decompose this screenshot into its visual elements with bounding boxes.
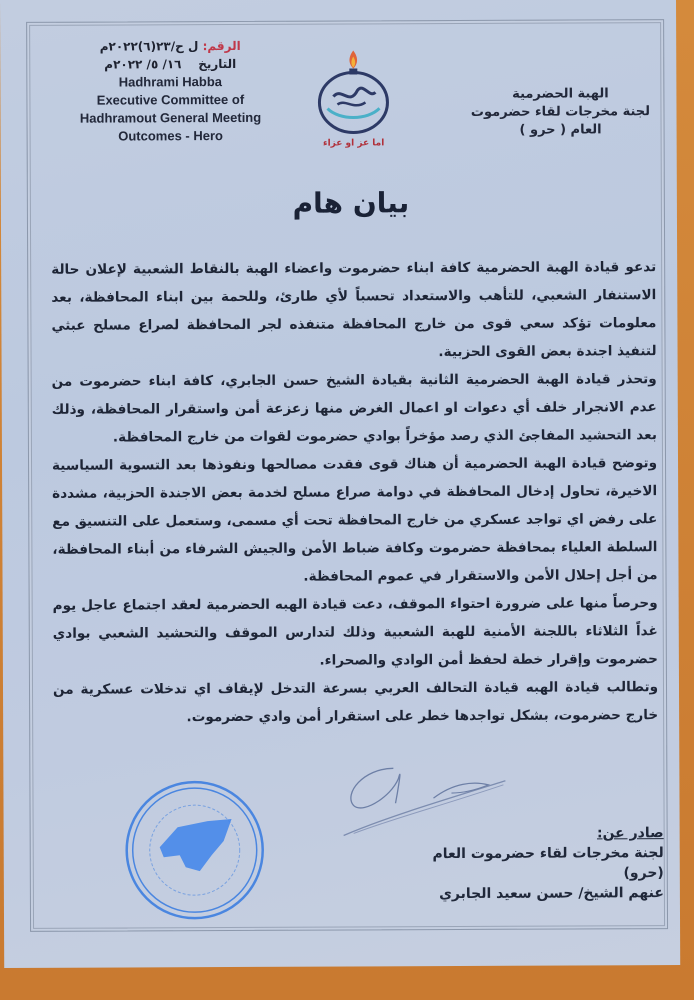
- body-paragraph: تدعو قيادة الهبة الحضرمية كافة ابناء حضرموت واعضاء الهبة بالنقاط الشعبية لإعلان حالة الاستنفار الشعبي، للتأهب والاستعداد تحسباً لأي طارئ، وللحمة بين ابناء المحافظة، بعد معلومات تؤكد سعي قوى من خارج المحافظة متنفذه لجر المحافظة لصراع مسلح عبثي لتنفيذ اجندة بعض القوى الحزبية.: [51, 259, 657, 361]
- issued-by-label: صادر عن:: [596, 825, 664, 842]
- date-value: ١٦/ ٥/ ٢٠٢٢م: [104, 57, 182, 72]
- reference-value: ل ح/٢٣(٦)٢٠٢٢م: [99, 39, 199, 54]
- org-name-line: الهبة الحضرمية: [512, 86, 609, 102]
- hadhramout-map-icon: [160, 819, 232, 871]
- reference-label: الرقم:: [202, 38, 241, 54]
- body-paragraph: وحرصاً منها على ضرورة احتواء الموقف، دعت قيادة الهبه الحضرمية لعقد اجتماع عاجل يوم غداً الثلاثاء باللجنة الأمنية للهبة الشعبية وذلك لتدارس الموقف والتحشيد الشعبي بوادي حضرموت وإقرار خطة لحفظ أمن الوادي والصحراء.: [52, 595, 658, 669]
- english-org-line: Hadhrami Habba: [118, 74, 223, 90]
- reference-number: [60, 37, 280, 56]
- statement-body: [51, 253, 658, 732]
- english-org-line: Hadhramout General Meeting: [79, 109, 262, 126]
- issuer-committee: لجنة مخرجات لقاء حضرموت العام (حرو): [432, 845, 664, 882]
- body-paragraph: وتوضح قيادة الهبة الحضرمية أن هناك قوى فقدت مصالحها ونفوذها بعد التسوية السياسية الاخيرة، تحاول إدخال المحافظة في دوامة صراع مسلح لخدمة بعض الاجندة الحزبية، مشددة على رفض اي تواجد عسكري من خارج المحافظة تحت أي مسمى، وستعمل على التنسيق مع السلطة العلياء بمحافظة حضرموت وكافة ضباط الأمن والجيش الشرفاء من أبناء المحافظة، من أجل إحلال الأمن والاستقرار في عموم المحافظة.: [51, 455, 658, 585]
- statement-title: بيان هام: [292, 186, 410, 220]
- org-name-line: العام ( حرو ): [519, 122, 602, 138]
- org-name-line: لجنة مخرجات لقاء حضرموت: [470, 104, 651, 120]
- body-paragraph: وتحذر قيادة الهبة الحضرمية الثانية بقيادة الشيخ حسن الجابري، كافة ابناء حضرموت من عدم الانجرار خلف أي دعوات او اعمال الغرض منها زعزعة أمن واستقرار المحافظة، وذلك بعد التحشيد المفاجئ الذي رصد مؤخراً بوادي حضرموت لقوات من خارج المحافظة.: [51, 371, 657, 446]
- issuer-block: [404, 823, 664, 904]
- english-org-line: Outcomes - Hero: [118, 128, 224, 144]
- document-date: [60, 55, 280, 74]
- date-label: التاريخ: [198, 56, 237, 72]
- body-paragraph: وتطالب قيادة الهبه قيادة التحالف العربي بسرعة التدخل لإيقاف اي تدخلات عسكرية من خارج حضرموت، بشكل تواجدها خطر على استقرار أمن وادي حضرموت.: [52, 679, 659, 726]
- issuer-signatory: عنهم الشيخ/ حسن سعيد الجابري: [439, 885, 664, 903]
- official-stamp: [119, 775, 270, 926]
- english-org-line: Executive Committee of: [96, 91, 245, 108]
- torch-icon: [303, 46, 403, 138]
- header-left: [60, 37, 280, 146]
- logo-caption: اما عز او عزاء: [322, 138, 385, 149]
- header-right: [460, 85, 660, 140]
- organization-logo: [303, 46, 403, 156]
